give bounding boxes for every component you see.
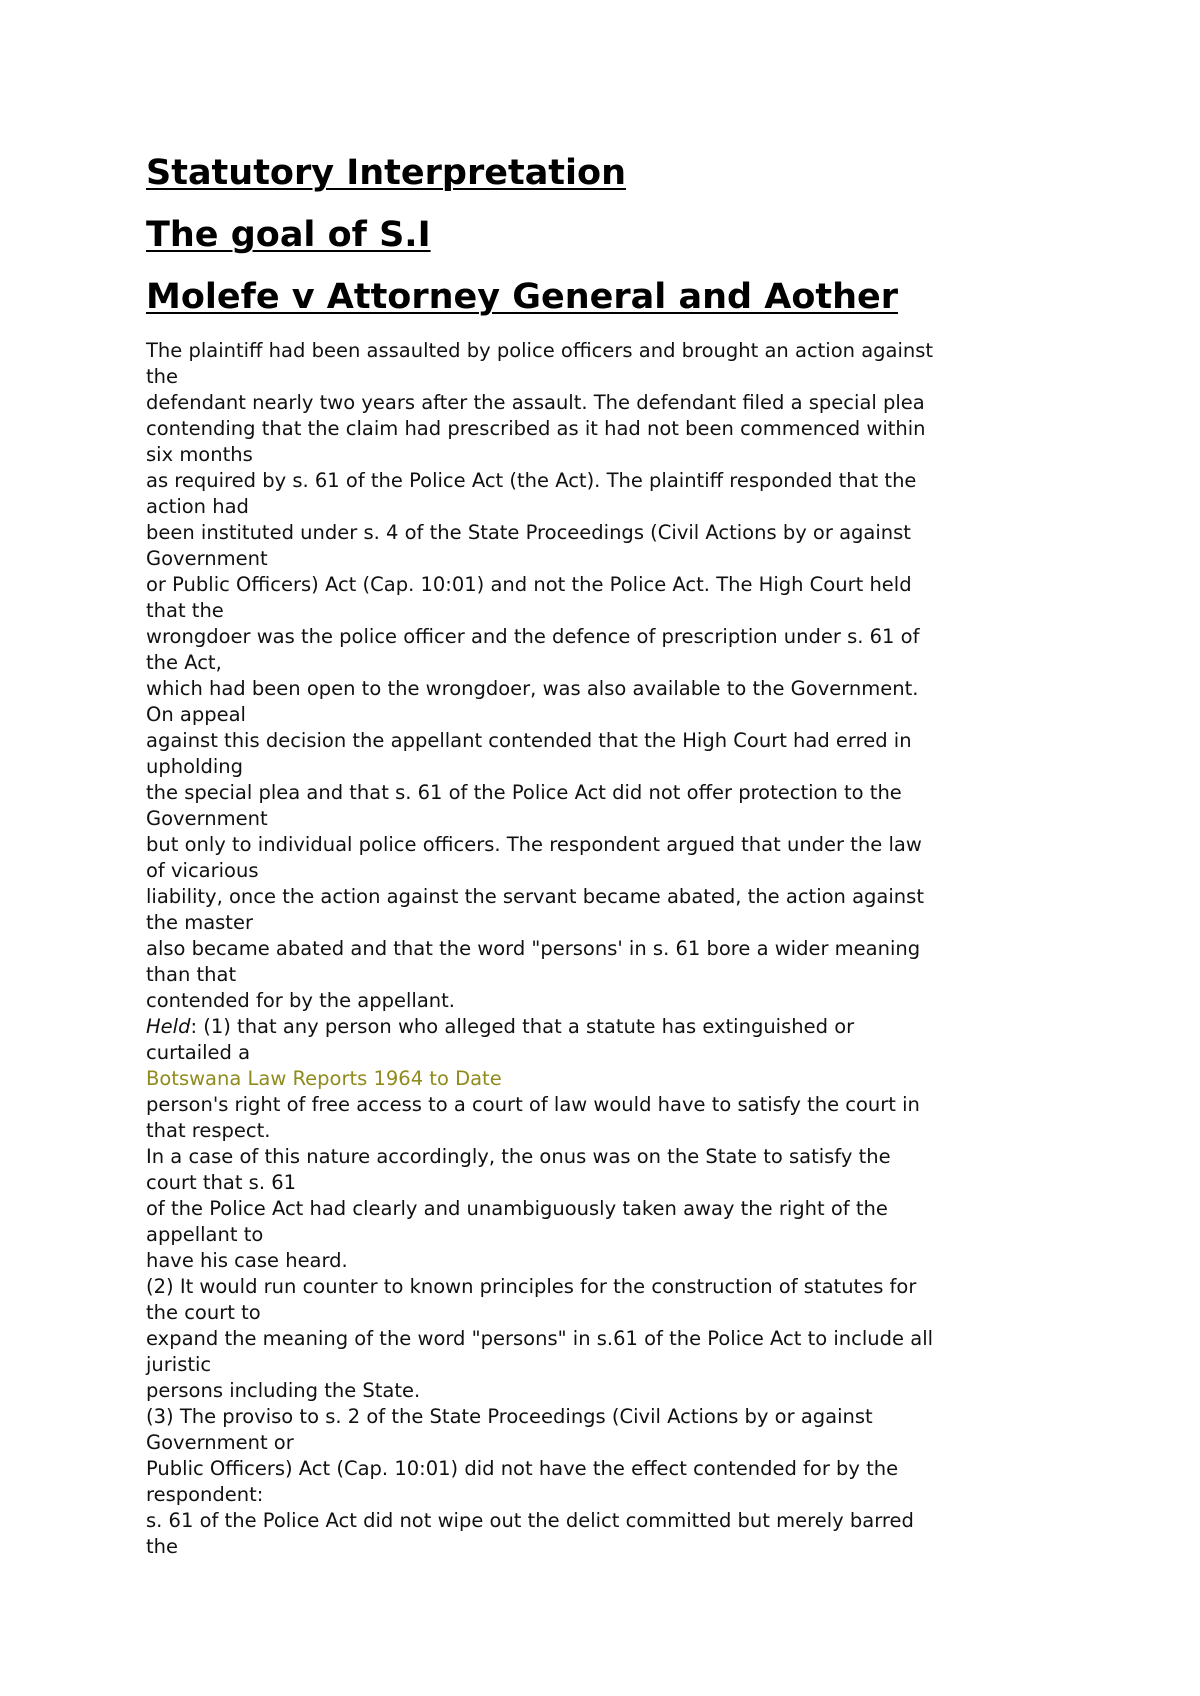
text-line: the	[146, 1535, 179, 1558]
text-line: (3) The proviso to s. 2 of the State Proceedings (Civil Actions by or against	[146, 1405, 873, 1428]
text-line: the special plea and that s. 61 of the Police Act did not offer protection to the	[146, 781, 902, 804]
text-line: persons including the State.	[146, 1379, 421, 1402]
heading-case-title: Molefe v Attorney General and Aother	[146, 277, 899, 317]
heading-statutory-interpretation: Statutory Interpretation	[146, 153, 627, 193]
text-line: Government	[146, 807, 268, 830]
text-line: person's right of free access to a court of law would have to satisfy the court in	[146, 1093, 920, 1116]
source-footer-text: Botswana Law Reports 1964 to Date	[146, 1067, 502, 1090]
text-line: respondent:	[146, 1483, 264, 1506]
text-line: liability, once the action against the servant became abated, the action against	[146, 885, 924, 908]
text-line: contending that the claim had prescribed as it had not been commenced within	[146, 417, 926, 440]
text-line: been instituted under s. 4 of the State Proceedings (Civil Actions by or against	[146, 521, 911, 544]
summary-paragraph	[146, 338, 1066, 1014]
text-line: Government	[146, 547, 268, 570]
text-line: The plaintiff had been assaulted by police officers and brought an action against	[146, 339, 934, 362]
held-text: : (1) that any person who alleged that a statute has extinguished or	[190, 1015, 855, 1038]
text-line: the court to	[146, 1301, 261, 1324]
text-line: of vicarious	[146, 859, 259, 882]
text-line: Government or	[146, 1431, 294, 1454]
text-line: (2) It would run counter to known principles for the construction of statutes for	[146, 1275, 917, 1298]
document-content	[146, 142, 1066, 1560]
text-line: six months	[146, 443, 253, 466]
text-line: curtailed a	[146, 1041, 251, 1064]
text-line: have his case heard.	[146, 1249, 348, 1272]
text-line: contended for by the appellant.	[146, 989, 455, 1012]
heading-goal-of-si: The goal of S.I	[146, 215, 431, 255]
text-line: On appeal	[146, 703, 246, 726]
text-line: also became abated and that the word "persons' in s. 61 bore a wider meaning	[146, 937, 921, 960]
text-line: the Act,	[146, 651, 222, 674]
held-body	[146, 1092, 1066, 1560]
text-line: against this decision the appellant contended that the High Court had erred in	[146, 729, 912, 752]
text-line: the master	[146, 911, 253, 934]
text-line: that respect.	[146, 1119, 271, 1142]
text-line: expand the meaning of the word "persons" in s.61 of the Police Act to include all	[146, 1327, 934, 1350]
text-line: s. 61 of the Police Act did not wipe out the delict committed but merely barred	[146, 1509, 914, 1532]
held-label: Held	[146, 1015, 191, 1038]
text-line: but only to individual police officers. The respondent argued that under the law	[146, 833, 922, 856]
text-line: court that s. 61	[146, 1171, 297, 1194]
held-continuation	[146, 1040, 1066, 1066]
case-summary	[146, 338, 1066, 1560]
text-line: that the	[146, 599, 224, 622]
text-line: defendant nearly two years after the assault. The defendant filed a special plea	[146, 391, 925, 414]
text-line: Public Officers) Act (Cap. 10:01) did not have the effect contended for by the	[146, 1457, 899, 1480]
text-line: or Public Officers) Act (Cap. 10:01) and not the Police Act. The High Court held	[146, 573, 912, 596]
text-line: appellant to	[146, 1223, 264, 1246]
text-line: In a case of this nature accordingly, the onus was on the State to satisfy the	[146, 1145, 891, 1168]
text-line: wrongdoer was the police officer and the defence of prescription under s. 61 of	[146, 625, 920, 648]
text-line: of the Police Act had clearly and unambiguously taken away the right of the	[146, 1197, 888, 1220]
text-line: than that	[146, 963, 237, 986]
text-line: upholding	[146, 755, 243, 778]
text-line: juristic	[146, 1353, 212, 1376]
held-line	[146, 1014, 1066, 1040]
text-line: action had	[146, 495, 249, 518]
text-line: which had been open to the wrongdoer, was also available to the Government.	[146, 677, 919, 700]
text-line: as required by s. 61 of the Police Act (the Act). The plaintiff responded that the	[146, 469, 917, 492]
text-line: the	[146, 365, 179, 388]
